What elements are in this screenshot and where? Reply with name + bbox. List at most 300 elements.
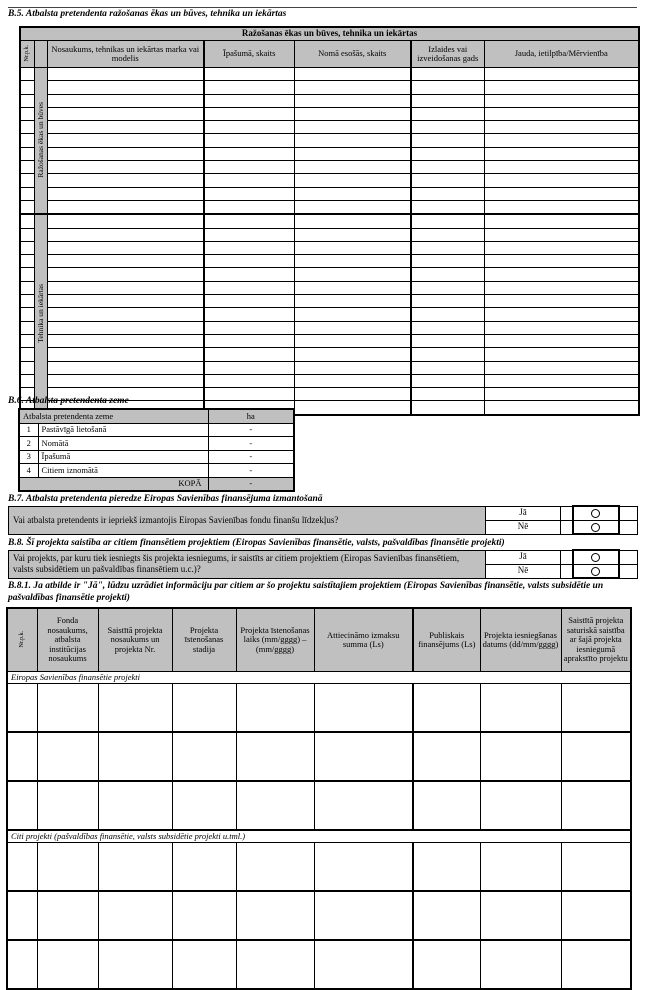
empty-cell[interactable] [484,241,639,254]
empty-cell[interactable] [561,940,631,989]
empty-cell[interactable] [98,891,172,940]
empty-cell[interactable] [204,255,294,268]
nrpk-cell[interactable] [20,214,34,228]
b5-group-label-machinery: Tehnika un iekārtas [34,214,47,414]
section-b81-title: B.8.1. Ja atbilde ir "Jā", lūdzu uzrādiet informāciju par citiem ar šo projektu saistītajiem projektiem (Eiropas Savienības finansētie, valsts subsidētie un pašvaldības finansētie projekti) [8,581,604,603]
empty-cell[interactable] [47,94,204,107]
row-number: 2 [19,437,38,451]
empty-cell[interactable] [411,107,484,120]
empty-cell[interactable] [172,684,236,733]
empty-cell[interactable] [204,321,294,334]
empty-cell[interactable] [411,348,484,361]
empty-cell[interactable] [37,891,98,940]
b81-col-submission-date: Projekta iesniegšanas datums (dd/mm/gggg) [480,608,561,672]
table-row [19,450,294,464]
table-row [20,121,639,134]
empty-cell[interactable] [37,732,98,781]
empty-cell[interactable] [47,295,204,308]
empty-cell[interactable] [294,187,411,200]
nrpk-cell[interactable] [7,781,37,830]
empty-cell[interactable] [484,81,639,94]
b5-col-rented: Nomā esošās, skaits [294,41,411,68]
empty-cell[interactable] [47,107,204,120]
empty-cell[interactable] [411,334,484,347]
empty-cell[interactable] [480,781,561,830]
row-label: Pastāvīgā lietošanā [38,423,208,437]
table-row [19,464,294,478]
b81-col-public-funding: Publiskais finansējums (Ls) [413,608,480,672]
table-row [20,281,639,294]
row-value[interactable]: - [208,450,294,464]
empty-cell[interactable] [236,843,314,892]
empty-cell[interactable] [294,295,411,308]
nrpk-cell[interactable] [20,281,34,294]
empty-cell[interactable] [294,121,411,134]
table-row [20,228,639,241]
empty-cell[interactable] [236,940,314,989]
b81-col-nrpk: Nr.p.k. [7,608,37,672]
empty-cell[interactable] [484,147,639,160]
empty-cell[interactable] [47,134,204,147]
b8-radio-no[interactable] [573,564,619,578]
empty-cell[interactable] [314,891,413,940]
empty-cell[interactable] [47,187,204,200]
nrpk-cell[interactable] [7,891,37,940]
table-row [20,321,639,334]
empty-cell[interactable] [47,255,204,268]
b6-header-label: Atbalsta pretendenta zeme [19,409,208,423]
spacer-cell [619,564,638,578]
empty-cell[interactable] [37,781,98,830]
empty-cell[interactable] [37,940,98,989]
nrpk-cell[interactable] [7,732,37,781]
empty-cell[interactable] [204,268,294,281]
b81-col-project-name: Saistītā projekta nosaukums un projekta Nr. [98,608,172,672]
empty-cell[interactable] [236,781,314,830]
table-row [7,843,631,892]
empty-cell[interactable] [47,334,204,347]
empty-cell[interactable] [204,214,294,228]
empty-cell[interactable] [411,361,484,374]
empty-cell[interactable] [484,94,639,107]
empty-cell[interactable] [484,174,639,187]
nrpk-cell[interactable] [20,200,34,214]
empty-cell[interactable] [484,334,639,347]
empty-cell[interactable] [294,200,411,214]
empty-cell[interactable] [204,361,294,374]
table-row [20,308,639,321]
b5-col-capacity: Jauda, ietilpība/Mērvienība [484,41,639,68]
table-row [20,268,639,281]
empty-cell[interactable] [484,361,639,374]
table-row [20,334,639,347]
empty-cell[interactable] [204,68,294,81]
b6-total-label: KOPĀ [19,477,208,491]
nrpk-cell[interactable] [20,68,34,81]
nrpk-cell[interactable] [7,940,37,989]
empty-cell[interactable] [294,241,411,254]
spacer-cell [619,506,638,520]
empty-cell[interactable] [411,321,484,334]
nrpk-cell[interactable] [20,361,34,374]
table-row [20,374,639,387]
empty-cell[interactable] [294,281,411,294]
empty-cell[interactable] [204,107,294,120]
empty-cell[interactable] [411,255,484,268]
empty-cell[interactable] [484,268,639,281]
empty-cell[interactable] [484,161,639,174]
b81-col-stage: Projekta īstenošanas stadija [172,608,236,672]
empty-cell[interactable] [484,401,639,415]
empty-cell[interactable] [294,174,411,187]
empty-cell[interactable] [413,940,480,989]
empty-cell[interactable] [411,174,484,187]
empty-cell[interactable] [294,268,411,281]
empty-cell[interactable] [484,388,639,401]
empty-cell[interactable] [411,147,484,160]
empty-cell[interactable] [484,228,639,241]
empty-cell[interactable] [294,321,411,334]
b8-option-yes-label: Jā [486,550,561,564]
empty-cell[interactable] [294,214,411,228]
empty-cell[interactable] [411,134,484,147]
b6-land-table [18,408,295,492]
nrpk-cell[interactable] [20,161,34,174]
spacer-cell [619,520,638,534]
section-b8-title: B.8. Šī projekta saistība ar citiem finansētiem projektiem (Eiropas Savienības finansētie, valsts, pašvaldības finansētie projekti) [8,538,505,548]
b5-col-nrpk: Nr.p.k. [20,41,34,68]
empty-cell[interactable] [413,732,480,781]
table-row [20,147,639,160]
b5-production-assets-table [19,26,640,416]
empty-cell[interactable] [294,334,411,347]
spacer-cell [561,564,573,578]
b5-group-label-buildings: Ražošanas ēkas un būves [34,68,47,215]
empty-cell[interactable] [294,94,411,107]
empty-cell[interactable] [204,200,294,214]
empty-cell[interactable] [204,187,294,200]
empty-cell[interactable] [561,843,631,892]
empty-cell[interactable] [47,374,204,387]
table-row [20,255,639,268]
empty-cell[interactable] [314,781,413,830]
empty-cell[interactable] [314,940,413,989]
b81-col-content-relation: Saistītā projekta saturiskā saistība ar šajā projekta iesniegumā aprakstīto projektu [561,608,631,672]
radio-icon[interactable] [591,567,600,576]
empty-cell[interactable] [411,214,484,228]
empty-cell[interactable] [411,68,484,81]
empty-cell[interactable] [294,68,411,81]
empty-cell[interactable] [484,281,639,294]
empty-cell[interactable] [484,295,639,308]
empty-cell[interactable] [411,374,484,387]
empty-cell[interactable] [47,321,204,334]
empty-cell[interactable] [47,348,204,361]
nrpk-cell[interactable] [20,121,34,134]
empty-cell[interactable] [172,891,236,940]
nrpk-cell[interactable] [20,334,34,347]
table-row [20,107,639,120]
empty-cell[interactable] [413,891,480,940]
empty-cell[interactable] [411,121,484,134]
nrpk-cell[interactable] [20,308,34,321]
empty-cell[interactable] [561,781,631,830]
empty-cell[interactable] [204,161,294,174]
b6-header-unit: ha [208,409,294,423]
table-row [7,732,631,781]
empty-cell[interactable] [204,281,294,294]
empty-cell[interactable] [204,121,294,134]
nrpk-cell[interactable] [20,134,34,147]
b7-radio-yes[interactable] [573,506,619,520]
empty-cell[interactable] [294,374,411,387]
b81-related-projects-table [6,607,632,990]
empty-cell[interactable] [98,843,172,892]
spacer-cell [561,520,573,534]
spacer-cell [561,550,573,564]
table-row [7,781,631,830]
empty-cell[interactable] [413,684,480,733]
empty-cell[interactable] [47,268,204,281]
table-row [19,423,294,437]
radio-icon[interactable] [591,553,600,562]
empty-cell[interactable] [204,147,294,160]
empty-cell[interactable] [294,147,411,160]
empty-cell[interactable] [98,781,172,830]
empty-cell[interactable] [204,334,294,347]
empty-cell[interactable] [204,241,294,254]
top-divider [8,7,637,8]
empty-cell[interactable] [480,843,561,892]
empty-cell[interactable] [47,361,204,374]
b81-col-fund: Fonda nosaukums, atbalsta institūcijas nosaukums [37,608,98,672]
empty-cell[interactable] [47,241,204,254]
empty-cell[interactable] [484,308,639,321]
b5-col-owned: Īpašumā, skaits [204,41,294,68]
table-row [20,134,639,147]
empty-cell[interactable] [98,732,172,781]
nrpk-cell[interactable] [20,187,34,200]
table-row [20,94,639,107]
nrpk-cell[interactable] [7,843,37,892]
row-number: 1 [19,423,38,437]
row-label: Nomātā [38,437,208,451]
b81-group-eu-projects: Eiropas Savienības finansētie projekti [7,672,631,684]
empty-cell[interactable] [98,684,172,733]
empty-cell[interactable] [204,94,294,107]
empty-cell[interactable] [411,200,484,214]
empty-cell[interactable] [294,161,411,174]
empty-cell[interactable] [47,228,204,241]
empty-cell[interactable] [480,732,561,781]
empty-cell[interactable] [411,401,484,415]
b81-col-period: Projekta īstenošanas laiks (mm/gggg) – (mm/gggg) [236,608,314,672]
nrpk-cell[interactable] [20,268,34,281]
b7-option-no-label: Nē [486,520,561,534]
b8-question-block [8,549,638,579]
nrpk-cell[interactable] [20,174,34,187]
table-row [20,361,639,374]
b7-radio-no[interactable] [573,520,619,534]
empty-cell[interactable] [484,107,639,120]
empty-cell[interactable] [47,81,204,94]
table-row [19,437,294,451]
empty-cell[interactable] [413,843,480,892]
empty-cell[interactable] [484,374,639,387]
table-row-total [19,477,294,491]
empty-cell[interactable] [411,281,484,294]
empty-cell[interactable] [484,321,639,334]
b5-merged-header: Ražošanas ēkas un būves, tehnika un iekārtas [20,27,639,41]
nrpk-cell[interactable] [20,107,34,120]
table-row [20,187,639,200]
b5-col-name: Nosaukums, tehnikas un iekārtas marka vai modelis [47,41,204,68]
empty-cell[interactable] [294,255,411,268]
empty-cell[interactable] [236,891,314,940]
empty-cell[interactable] [47,147,204,160]
row-value[interactable]: - [208,423,294,437]
spacer-cell [619,550,638,564]
empty-cell[interactable] [204,295,294,308]
empty-cell[interactable] [47,121,204,134]
empty-cell[interactable] [484,68,639,81]
empty-cell[interactable] [484,134,639,147]
nrpk-cell[interactable] [20,228,34,241]
b7-question: Vai atbalsta pretendents ir iepriekš izmantojis Eiropas Savienības fondu finanšu līdzekļus? [9,506,486,534]
table-row [20,214,639,228]
b8-radio-yes[interactable] [573,550,619,564]
empty-cell[interactable] [47,308,204,321]
empty-cell[interactable] [411,241,484,254]
empty-cell[interactable] [480,891,561,940]
empty-cell[interactable] [294,134,411,147]
empty-cell[interactable] [314,843,413,892]
row-label: Citiem iznomātā [38,464,208,478]
b6-total-value: - [208,477,294,491]
b7-question-block [8,505,638,535]
empty-cell[interactable] [47,281,204,294]
row-number: 4 [19,464,38,478]
table-row [20,174,639,187]
empty-cell[interactable] [37,843,98,892]
empty-cell[interactable] [411,161,484,174]
empty-cell[interactable] [47,214,204,228]
empty-cell[interactable] [480,940,561,989]
empty-cell[interactable] [411,268,484,281]
empty-cell[interactable] [314,732,413,781]
b81-group-other-projects: Citi projekti (pašvaldības finansētie, valsts subsidētie projekti u.tml.) [7,830,631,843]
empty-cell[interactable] [294,361,411,374]
b81-col-eligible-costs: Attiecināmo izmaksu summa (Ls) [314,608,413,672]
empty-cell[interactable] [172,732,236,781]
empty-cell[interactable] [294,348,411,361]
nrpk-cell[interactable] [7,684,37,733]
row-value[interactable]: - [208,464,294,478]
empty-cell[interactable] [37,684,98,733]
empty-cell[interactable] [172,781,236,830]
radio-icon[interactable] [591,509,600,518]
empty-cell[interactable] [484,187,639,200]
table-row [20,295,639,308]
nrpk-cell[interactable] [20,321,34,334]
b8-question: Vai projekts, par kuru tiek iesniegts šis projekta iesniegums, ir saistīts ar citiem projektiem (Eiropas Savienības finansētiem, valsts subsidētiem un pašvaldības finansētiem u.c.)? [9,550,486,578]
nrpk-cell[interactable] [20,81,34,94]
empty-cell[interactable] [314,684,413,733]
empty-cell[interactable] [204,374,294,387]
section-b6-title: B.6. Atbalsta pretendenta zeme [8,396,129,406]
table-row [20,348,639,361]
b5-col-blank [34,41,47,68]
empty-cell[interactable] [480,684,561,733]
table-row [7,891,631,940]
empty-cell[interactable] [294,308,411,321]
table-row [20,81,639,94]
empty-cell[interactable] [484,348,639,361]
empty-cell[interactable] [294,81,411,94]
empty-cell[interactable] [47,200,204,214]
empty-cell[interactable] [204,348,294,361]
nrpk-cell[interactable] [20,241,34,254]
empty-cell[interactable] [413,781,480,830]
empty-cell[interactable] [484,214,639,228]
empty-cell[interactable] [484,255,639,268]
row-label: Īpašumā [38,450,208,464]
empty-cell[interactable] [47,68,204,81]
empty-cell[interactable] [47,174,204,187]
nrpk-cell[interactable] [20,94,34,107]
empty-cell[interactable] [172,843,236,892]
empty-cell[interactable] [47,161,204,174]
row-value[interactable]: - [208,437,294,451]
nrpk-cell[interactable] [20,295,34,308]
empty-cell[interactable] [411,228,484,241]
empty-cell[interactable] [411,308,484,321]
nrpk-cell[interactable] [20,348,34,361]
b7-option-yes-label: Jā [486,506,561,520]
empty-cell[interactable] [172,940,236,989]
empty-cell[interactable] [561,732,631,781]
empty-cell[interactable] [411,295,484,308]
empty-cell[interactable] [561,891,631,940]
empty-cell[interactable] [204,134,294,147]
section-b5-title: B.5. Atbalsta pretendenta ražošanas ēkas un būves, tehnika un iekārtas [8,9,287,19]
nrpk-cell[interactable] [20,147,34,160]
empty-cell[interactable] [294,107,411,120]
nrpk-cell[interactable] [20,374,34,387]
row-number: 3 [19,450,38,464]
empty-cell[interactable] [236,732,314,781]
empty-cell[interactable] [411,94,484,107]
empty-cell[interactable] [411,187,484,200]
empty-cell[interactable] [204,174,294,187]
radio-icon[interactable] [591,523,600,532]
nrpk-cell[interactable] [20,255,34,268]
empty-cell[interactable] [561,684,631,733]
table-row [20,161,639,174]
empty-cell[interactable] [411,81,484,94]
section-b7-title: B.7. Atbalsta pretendenta pieredze Eiropas Savienības finansējuma izmantošanā [8,494,323,504]
empty-cell[interactable] [204,81,294,94]
empty-cell[interactable] [484,121,639,134]
table-row [7,940,631,989]
empty-cell[interactable] [204,308,294,321]
empty-cell[interactable] [204,228,294,241]
empty-cell[interactable] [294,228,411,241]
empty-cell[interactable] [236,684,314,733]
empty-cell[interactable] [484,200,639,214]
empty-cell[interactable] [98,940,172,989]
empty-cell[interactable] [411,388,484,401]
